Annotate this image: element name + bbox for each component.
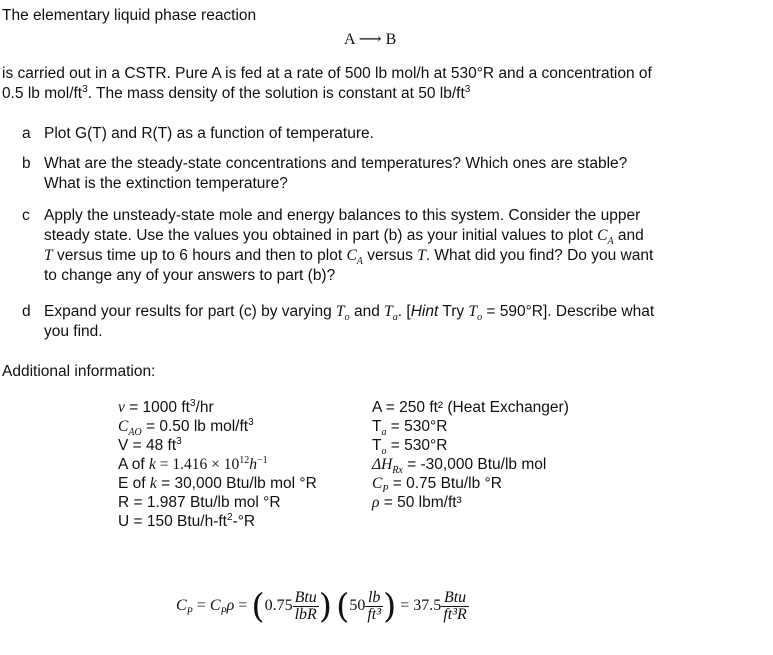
right-paren: ) — [318, 586, 333, 627]
part-a-text: Plot G(T) and R(T) as a function of temperature. — [44, 125, 374, 142]
additional-right-column — [372, 398, 569, 512]
param-flow-rate: v = 1000 $ft^3/hr$ — [118, 397, 214, 416]
part-c-line-2: steady state. Use the values you obtained in part (b) as your initial values to plot $C_A$ and — [44, 227, 644, 248]
part-d-line-1: Expand your results for part (c) by varying $T_o$ and $T_a$. [Hint Try $T_o = 590^\circ R$]. Describe what — [44, 303, 655, 324]
left-paren: ( — [336, 586, 350, 627]
param-feed-concentration: $C_{AO} = 0.50$ lb mol/$ft^3$ — [118, 416, 254, 439]
part-letter: a — [22, 125, 31, 142]
statement-line-2: 0.5 lb mol/$ft^3$. The mass density of the solution is constant at 50 $lb/ft^3$ — [2, 83, 471, 102]
param-volume: V = 48 $ft^3$ — [118, 435, 182, 454]
intro-text: The elementary liquid phase reaction — [2, 7, 257, 24]
param-activation-energy: E of k = 30,000 Btu/lb mol °R — [118, 475, 317, 492]
part-letter: c — [22, 207, 30, 224]
statement-density: . The mass density of the solution is constant at 50 lb/ft — [87, 85, 465, 102]
reaction-equation: A ⟶ B — [344, 31, 397, 48]
part-b-line-2: What is the extinction temperature? — [44, 175, 288, 192]
param-feed-temp: $T_o = 530^\circ R$ — [372, 437, 448, 458]
param-heat-transfer-coef: U = 150 Btu/$h-ft^2-^\circ R$ — [118, 511, 256, 530]
part-letter: d — [22, 303, 31, 320]
part-d-line-2: you find. — [44, 323, 103, 340]
additional-left-column — [118, 398, 317, 531]
part-b-line-1: What are the steady-state concentrations and temperatures? Which ones are stable? — [44, 155, 628, 172]
heat-capacity-equation: $C_P = C_P\rho = (0.75$ $\frac{\text{Btu}}{\text{lbR}}$ ) (50 $\frac{lb}{\text{ft³}}$ ) = 37.5 $\frac{\text{Btu}}{\text{ft³R}}$ — [176, 586, 467, 627]
additional-heading: Additional information: — [2, 363, 156, 380]
statement-concentration: 0.5 lb mol/ft — [2, 85, 83, 102]
param-density: ρ = 50 lbm/ft³ — [372, 494, 462, 511]
part-letter: b — [22, 155, 31, 172]
param-gas-constant: R = 1.987 Btu/lb mol °R — [118, 494, 281, 511]
param-heat-capacity: $C_P = 0.75$ Btu/lb °R — [372, 475, 502, 496]
param-ambient-temp: $T_a = 530^\circ R$ — [372, 418, 448, 439]
statement-line-1: is carried out in a CSTR. Pure A is fed at a rate of 500 lb mol/h at 530°R and a concentration of — [2, 65, 652, 82]
part-c-line-1: Apply the unsteady-state mole and energy balances to this system. Consider the upper — [44, 207, 641, 224]
right-paren: ) — [383, 586, 397, 627]
param-heat-of-reaction: $\Delta H_{Rx} = -30,000$ Btu/lb mol — [372, 456, 547, 477]
param-area: A = 250 ft² (Heat Exchanger) — [372, 399, 569, 416]
param-preexponential: A of $k = 1.416 \times 10^{12}h^{-1}$ — [118, 454, 268, 473]
part-c-line-4: to change any of your answers to part (b)? — [44, 267, 336, 284]
left-paren: ( — [251, 586, 265, 627]
part-c-line-3: T versus time up to 6 hours and then to plot $C_A$ versus T. What did you find? Do you want — [44, 247, 654, 268]
